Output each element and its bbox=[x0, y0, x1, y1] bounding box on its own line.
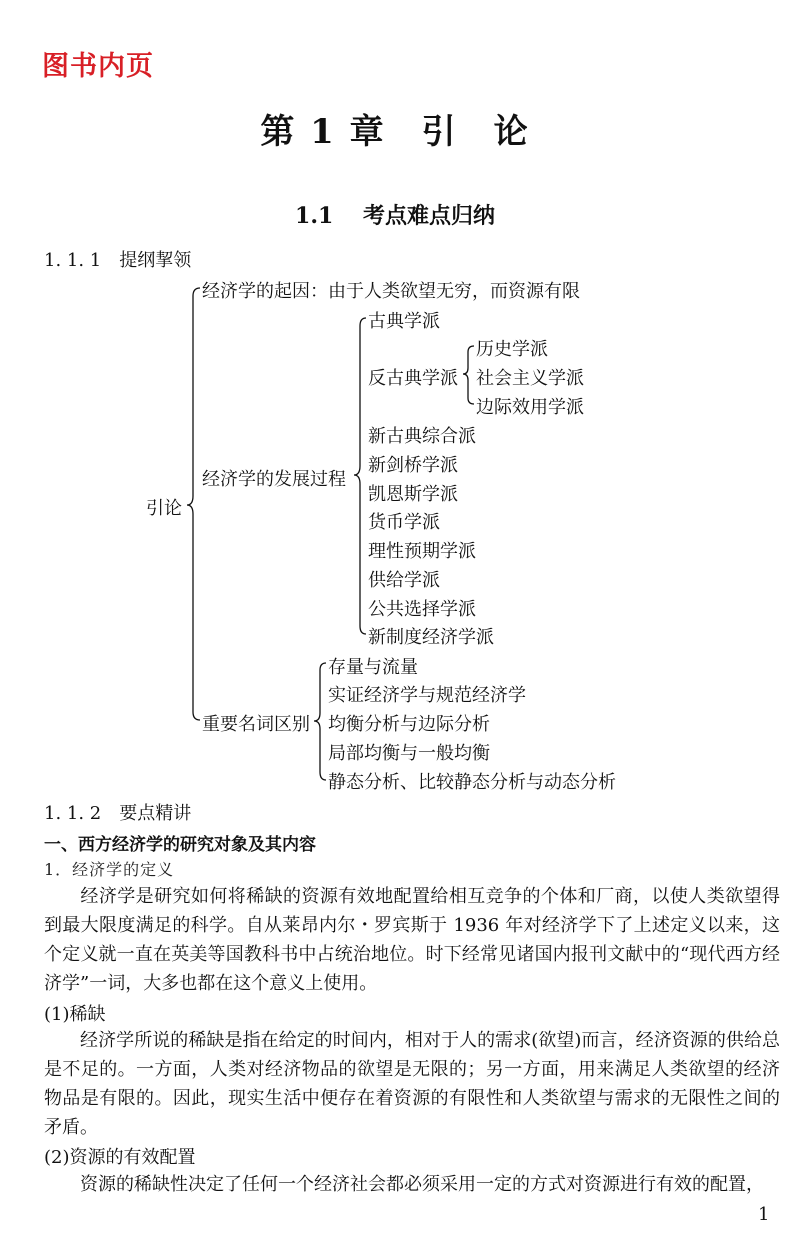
body-heading: 1. 1. 2 要点精讲 bbox=[44, 803, 192, 824]
brace-development bbox=[354, 318, 366, 634]
outline-school: 新制度经济学派 bbox=[368, 627, 494, 648]
outline-school: 新古典综合派 bbox=[368, 426, 476, 447]
brace-root bbox=[187, 288, 200, 720]
outline-school: 理性预期学派 bbox=[368, 541, 476, 562]
outline-term: 存量与流量 bbox=[328, 657, 418, 678]
outline-term: 均衡分析与边际分析 bbox=[328, 714, 490, 735]
outline-school: 供给学派 bbox=[368, 570, 440, 591]
page-number: 1 bbox=[758, 1204, 770, 1225]
outline-school: 凯恩斯学派 bbox=[368, 484, 458, 505]
outline-school: 新剑桥学派 bbox=[368, 455, 458, 476]
subsection-heading: 一、西方经济学的研究对象及其内容 bbox=[44, 835, 316, 855]
outline-development: 经济学的发展过程 bbox=[202, 469, 346, 490]
paragraph-allocation: 资源的稀缺性决定了任何一个经济社会都必须采用一定的方式对资源进行有效的配置， bbox=[80, 1174, 764, 1195]
outline-heading: 1. 1. 1 提纲挈领 bbox=[44, 250, 192, 271]
outline-origin: 经济学的起因：由于人类欲望无穷，而资源有限 bbox=[202, 281, 580, 302]
outline-anti-item: 社会主义学派 bbox=[476, 368, 584, 389]
brace-anti bbox=[463, 346, 474, 404]
outline-school: 公共选择学派 bbox=[368, 599, 476, 620]
outline-root: 引论 bbox=[146, 498, 182, 519]
outline-anti-classical: 反古典学派 bbox=[368, 368, 458, 389]
paragraph-scarcity: 经济学所说的稀缺是指在给定的时间内，相对于人的需求(欲望)而言，经济资源的供给总是不足的。一方面，人类对经济物品的欲望是无限的；另一方面，用来满足人类欲望的经济物品是有限的。因此，现实生活中便存在着资源的有限性和人类欲望与需求的无限性之间的矛盾。 bbox=[44, 1030, 780, 1138]
allocation-heading: (2)资源的有效配置 bbox=[44, 1147, 196, 1168]
outline-term: 静态分析、比较静态分析与动态分析 bbox=[328, 772, 616, 793]
paragraph-definition: 经济学是研究如何将稀缺的资源有效地配置给相互竞争的个体和厂商，以使人类欲望得到最大限度满足的科学。自从莱昂内尔・罗宾斯于 1936 年对经济学下了上述定义以来，这个定义就一直在英美等国教科书中占统治地位。时下经常见诸国内报刊文献中的“现代西方经济学”一词，大多也都在这个意义上使用。 bbox=[44, 886, 780, 994]
scarcity-heading: (1)稀缺 bbox=[44, 1004, 106, 1025]
outline-term: 局部均衡与一般均衡 bbox=[328, 743, 490, 764]
outline-anti-item: 边际效用学派 bbox=[476, 397, 584, 418]
outline-anti-item: 历史学派 bbox=[476, 339, 548, 360]
outline-term: 实证经济学与规范经济学 bbox=[328, 685, 526, 706]
outline-school: 货币学派 bbox=[368, 512, 440, 533]
outline-terms-label: 重要名词区别 bbox=[202, 714, 310, 735]
definition-heading: 1．经济学的定义 bbox=[44, 860, 175, 879]
brace-terms bbox=[314, 663, 326, 780]
page-label: 图书内页 bbox=[42, 51, 154, 82]
chapter-title: 第 1 章 引 论 bbox=[260, 112, 530, 152]
outline-classical: 古典学派 bbox=[368, 311, 440, 332]
section-title: 1.1 考点难点归纳 bbox=[295, 203, 495, 229]
